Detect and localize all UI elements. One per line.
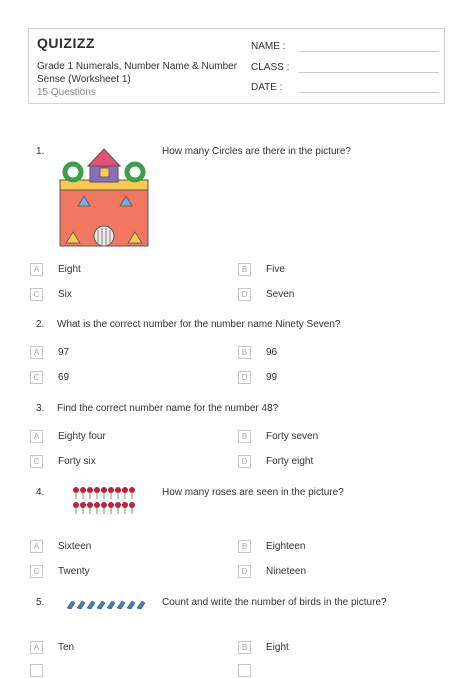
bird-icon xyxy=(67,601,75,609)
question-1-number: 1. xyxy=(36,146,45,157)
rose-icon xyxy=(115,502,121,508)
question-1-text: How many Circles are there in the picture? xyxy=(162,146,351,157)
date-field[interactable]: DATE : xyxy=(251,82,282,93)
worksheet-header xyxy=(28,28,445,104)
question-5-number: 5. xyxy=(36,597,45,608)
rose-icon xyxy=(101,502,107,508)
rose-icon xyxy=(129,487,135,493)
rose-icon xyxy=(87,487,93,493)
rose-icon xyxy=(80,502,86,508)
bird-icon xyxy=(117,601,125,609)
rose-icon xyxy=(108,502,114,508)
rose-icon xyxy=(87,502,93,508)
rose-icon xyxy=(115,487,121,493)
rose-icon xyxy=(94,502,100,508)
question-3-number: 3. xyxy=(36,403,45,414)
question-count: 15 Questions xyxy=(37,87,96,98)
rose-icon xyxy=(122,502,128,508)
question-4-number: 4. xyxy=(36,487,45,498)
bird-icon xyxy=(97,601,105,609)
rose-icon xyxy=(94,487,100,493)
castle-picture xyxy=(58,146,152,248)
roses-picture xyxy=(72,486,138,518)
name-field[interactable]: NAME : xyxy=(251,41,285,52)
rose-icon xyxy=(80,487,86,493)
rose-icon xyxy=(73,487,79,493)
bird-icon xyxy=(137,601,145,609)
rose-icon xyxy=(101,487,107,493)
question-3-text: Find the correct number name for the number 48? xyxy=(57,403,279,414)
worksheet-title: Grade 1 Numerals, Number Name & Number Sense (Worksheet 1) xyxy=(37,61,238,85)
birds-picture xyxy=(64,598,148,612)
question-2-number: 2. xyxy=(36,319,45,330)
bird-icon xyxy=(107,601,115,609)
class-field[interactable]: CLASS : xyxy=(251,62,289,73)
rose-icon xyxy=(129,502,135,508)
rose-icon xyxy=(108,487,114,493)
rose-icon xyxy=(122,487,128,493)
question-2-text: What is the correct number for the number name Ninety Seven? xyxy=(57,319,341,330)
bird-icon xyxy=(77,601,85,609)
rose-icon xyxy=(73,502,79,508)
bird-icon xyxy=(87,601,95,609)
question-5-text: Count and write the number of birds in the picture? xyxy=(162,597,387,608)
question-4-text: How many roses are seen in the picture? xyxy=(162,487,344,498)
bird-icon xyxy=(127,601,135,609)
quizizz-logo: QUIZIZZ xyxy=(37,35,95,51)
